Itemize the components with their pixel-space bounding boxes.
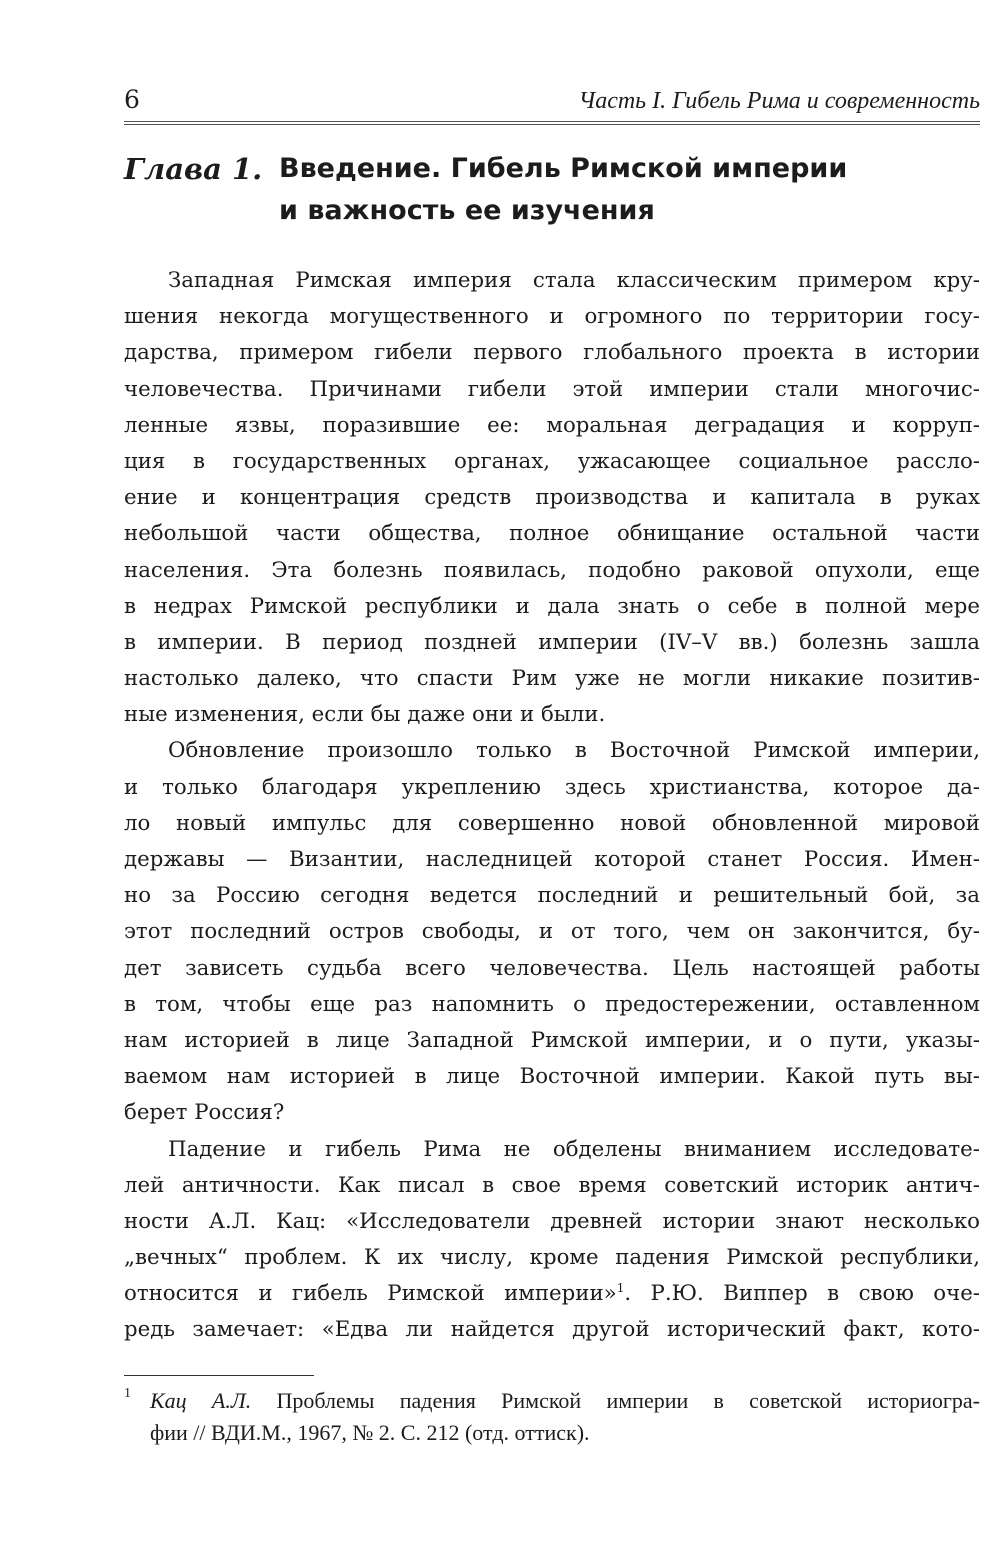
chapter-label: Глава 1. bbox=[124, 152, 263, 186]
body-line: небольшой части общества, полное обнищание остальной части bbox=[124, 521, 980, 547]
footnote-separator bbox=[124, 1375, 314, 1376]
body-line: населения. Эта болезнь появилась, подобно раковой опухоли, еще bbox=[124, 557, 980, 583]
footnote-line-2: фии // ВДИ.М., 1967, № 2. С. 212 (отд. оттиск). bbox=[150, 1420, 590, 1445]
body-line: ленные язвы, поразившие ее: моральная деградация и корруп- bbox=[124, 412, 980, 438]
body-line: и только благодаря укреплению здесь христианства, которое да- bbox=[124, 774, 980, 800]
body-line: редь замечает: «Едва ли найдется другой исторический факт, кото- bbox=[124, 1317, 980, 1343]
body-line: ваемом нам историей в лице Восточной империи. Какой путь вы- bbox=[124, 1064, 980, 1090]
body-line: „вечных“ проблем. К их числу, кроме падения Римской республики, bbox=[124, 1245, 980, 1271]
running-title: Часть I. Гибель Рима и современность bbox=[578, 88, 980, 114]
footnote-author: Кац А.Л. bbox=[150, 1388, 252, 1413]
body-line: ности А.Л. Кац: «Исследователи древней истории знают несколько bbox=[124, 1208, 980, 1234]
body-line: нам историей в лице Западной Римской империи, и о пути, указы- bbox=[124, 1027, 980, 1053]
body-line: настолько далеко, что спасти Рим уже не могли никакие позитив- bbox=[124, 666, 980, 692]
body-line: дет зависеть судьба всего человечества. Цель настоящей работы bbox=[124, 955, 980, 981]
body-line-with-footnote-ref bbox=[124, 1276, 980, 1312]
body-line-part: относится и гибель Римской империи» bbox=[124, 1281, 617, 1307]
body-line: державы — Византии, наследницей которой станет Россия. Имен- bbox=[124, 847, 980, 872]
header-rule-top bbox=[124, 121, 980, 122]
footnote-text: Проблемы падения Римской империи в советской историогра- bbox=[251, 1388, 980, 1413]
chapter-title-line-2: и важность ее изучения bbox=[279, 195, 655, 226]
body-line: шения некогда могущественного и огромного по территории госу- bbox=[124, 304, 980, 330]
body-line-part: . Р.Ю. Виппер в свою оче- bbox=[624, 1281, 981, 1307]
page-number: 6 bbox=[124, 85, 140, 114]
body-line: лей античности. Как писал в свое время советский историк антич- bbox=[124, 1172, 980, 1198]
footnote-line-1 bbox=[124, 1385, 980, 1417]
body-line: но за Россию сегодня ведется последний и решительный бой, за bbox=[124, 883, 980, 909]
chapter-title bbox=[279, 148, 959, 232]
body-line: ные изменения, если бы даже они и были. bbox=[124, 702, 606, 728]
body-line: Западная Римская империя стала классическим примером кру- bbox=[168, 268, 980, 293]
body-line: в том, чтобы еще раз напомнить о предостережении, оставленном bbox=[124, 991, 980, 1017]
running-head bbox=[124, 86, 980, 120]
body-line: ция в государственных органах, ужасающее социальное рассло- bbox=[124, 448, 980, 474]
footnote-mark: 1 bbox=[124, 1386, 131, 1401]
footnote-reference[interactable]: 1 bbox=[616, 1281, 625, 1296]
body-line: берет Россия? bbox=[124, 1100, 285, 1126]
body-line: в империи. В период поздней империи (IV–V вв.) болезнь зашла bbox=[124, 629, 980, 655]
body-line: ение и концентрация средств производства и капитала в руках bbox=[124, 485, 980, 511]
body-line: в недрах Римской республики и дала знать о себе в полной мере bbox=[124, 593, 980, 619]
body-line: человечества. Причинами гибели этой империи стали многочис- bbox=[124, 376, 980, 402]
body-line: дарства, примером гибели первого глобального проекта в истории bbox=[124, 340, 980, 366]
body-line: этот последний остров свободы, и от того, чем он закончится, бу- bbox=[124, 919, 980, 945]
header-rule-bottom bbox=[124, 124, 980, 125]
body-line: Падение и гибель Рима не обделены вниманием исследовате- bbox=[168, 1136, 980, 1162]
footnote bbox=[124, 1385, 980, 1449]
chapter-heading bbox=[124, 148, 980, 238]
body-line: Обновление произошло только в Восточной Римской империи, bbox=[168, 738, 980, 764]
chapter-title-line-1: Введение. Гибель Римской империи bbox=[279, 153, 848, 184]
body-text bbox=[124, 263, 980, 1349]
body-line: ло новый импульс для совершенно новой обновленной мировой bbox=[124, 810, 980, 836]
